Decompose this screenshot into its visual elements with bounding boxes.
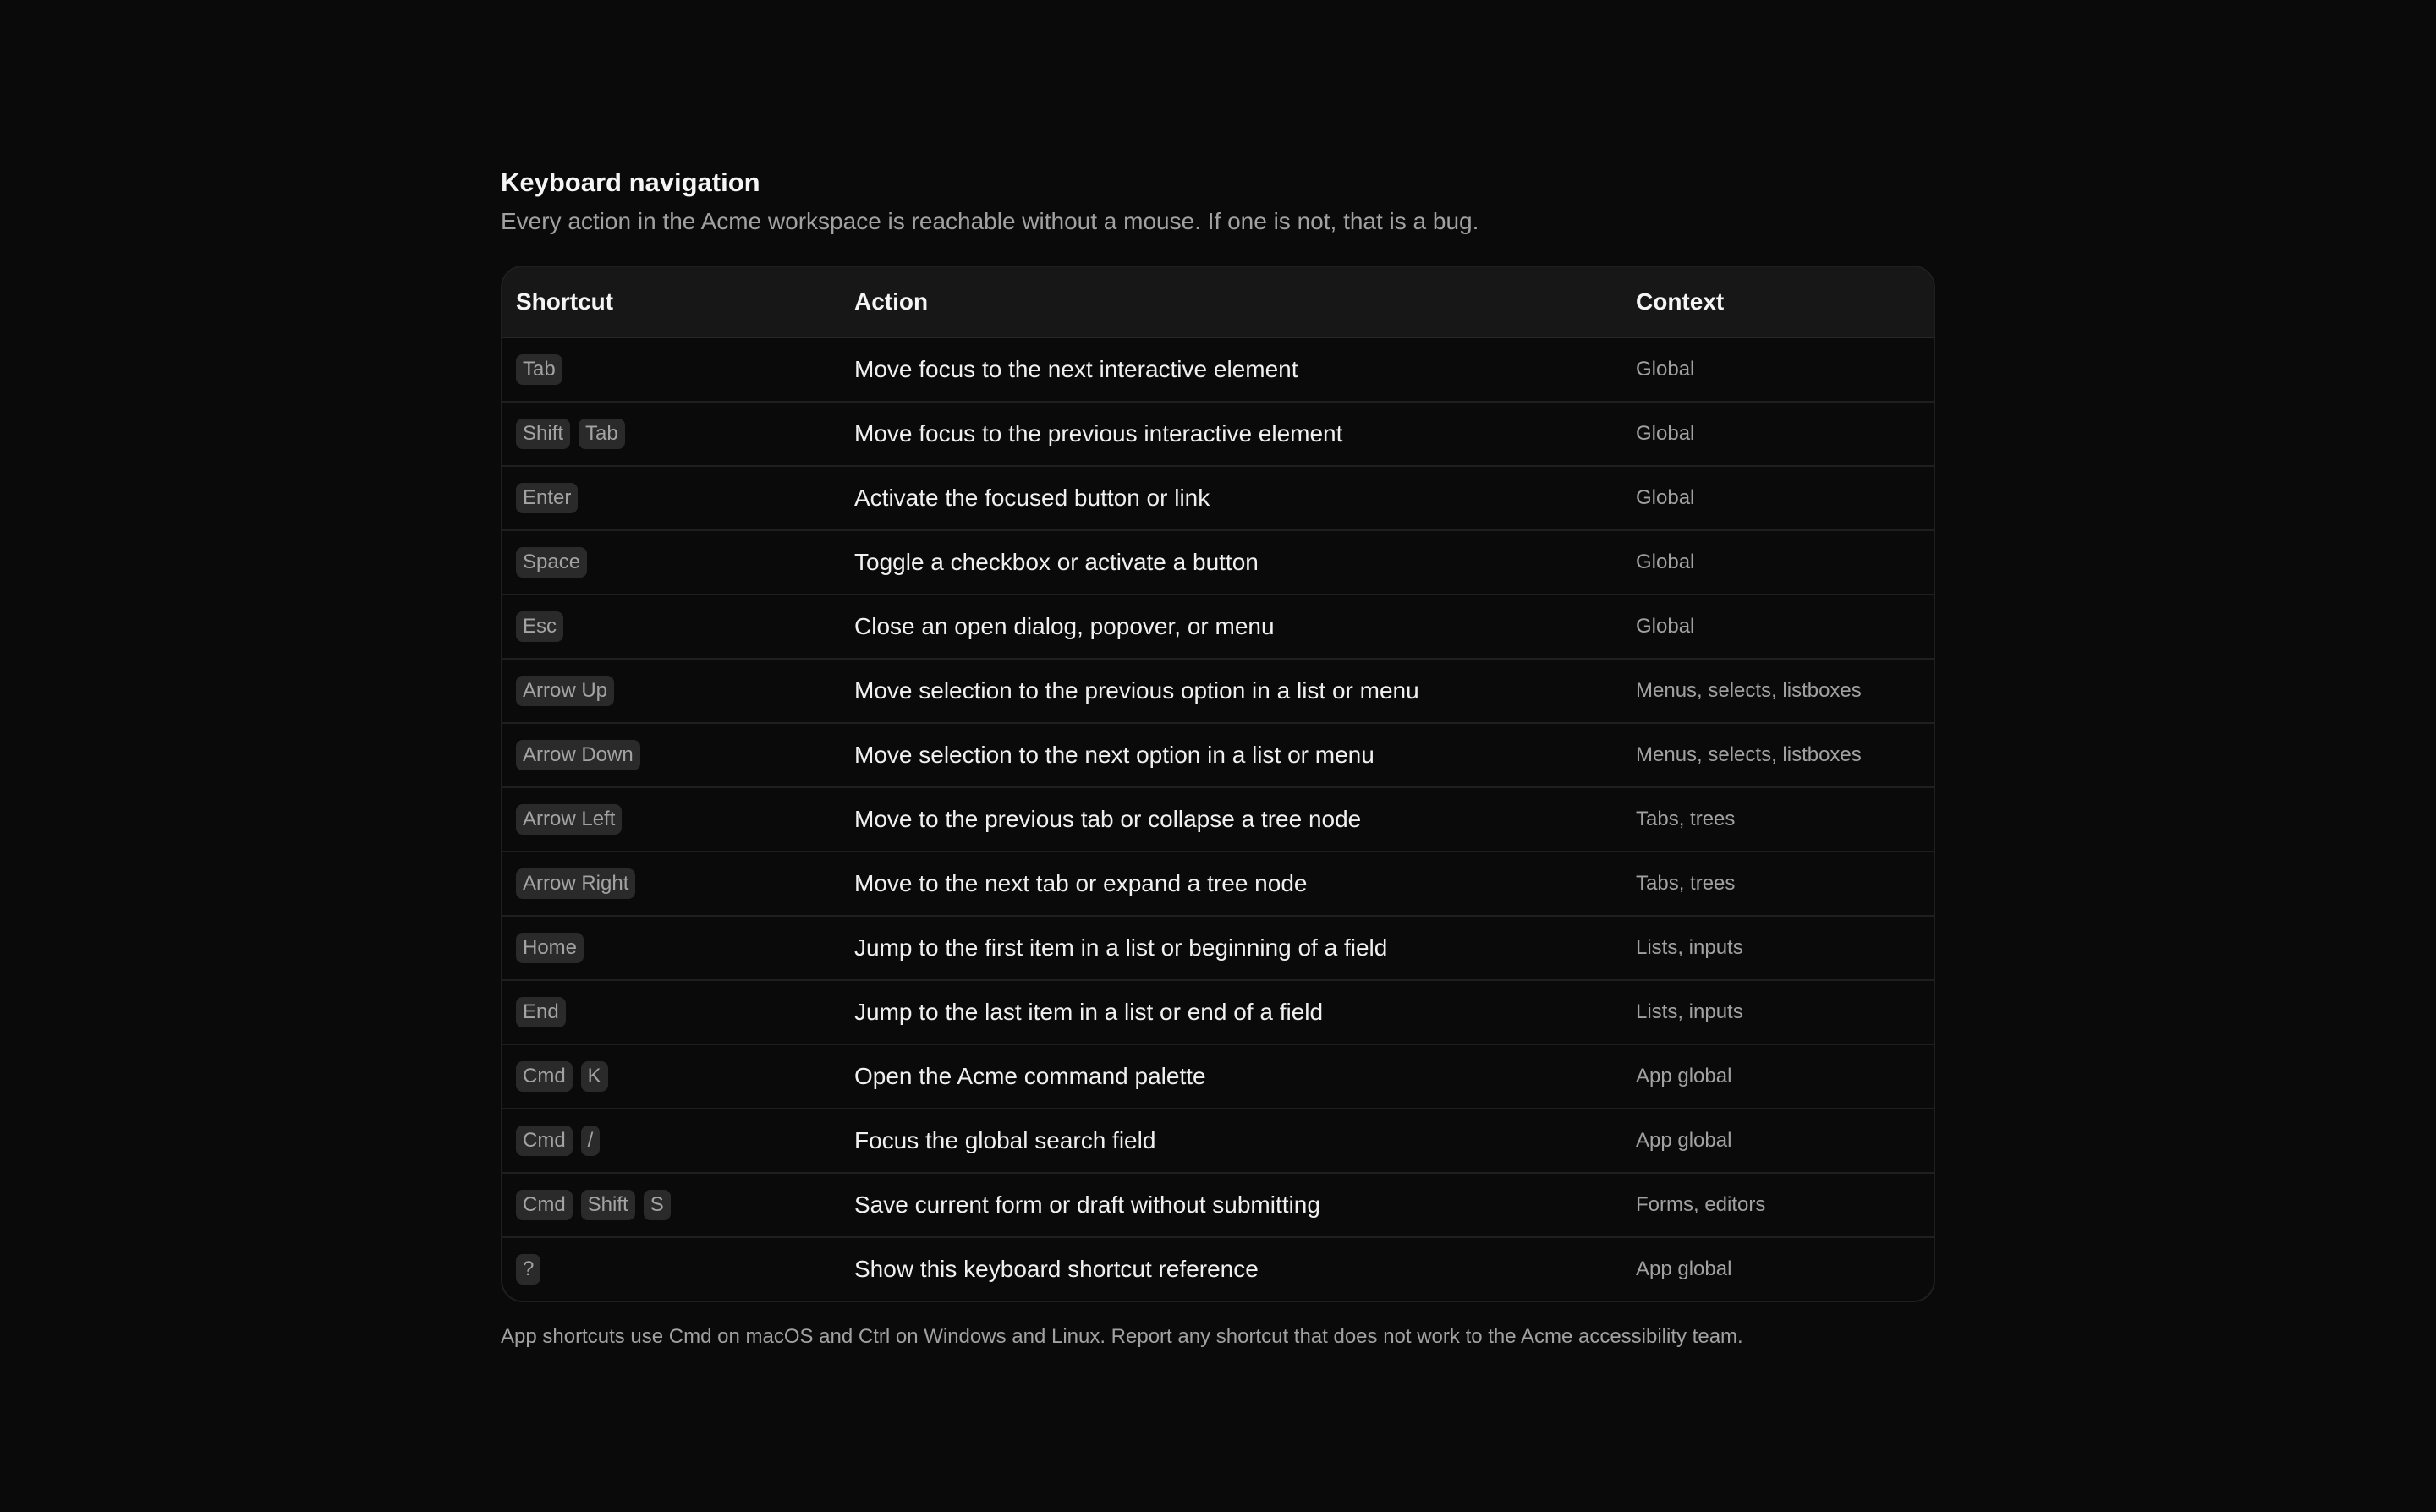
table-row — [502, 660, 1934, 724]
context-cell: Global — [1636, 422, 1695, 445]
action-cell: Jump to the last item in a list or end of a field — [854, 999, 1324, 1025]
shortcut-cell — [502, 419, 854, 449]
key-badge: K — [581, 1061, 608, 1092]
key-badge: Home — [516, 933, 584, 963]
key-badge: Shift — [581, 1190, 635, 1220]
action-cell: Close an open dialog, popover, or menu — [854, 613, 1275, 639]
key-badge: Arrow Right — [516, 868, 635, 899]
context-cell: Global — [1636, 551, 1695, 573]
table-row — [502, 917, 1934, 981]
context-cell: App global — [1636, 1065, 1732, 1087]
shortcut-cell — [502, 1126, 854, 1156]
context-cell: App global — [1636, 1257, 1732, 1280]
action-cell: Activate the focused button or link — [854, 485, 1210, 511]
shortcut-cell — [502, 1061, 854, 1092]
context-cell: Lists, inputs — [1636, 1000, 1743, 1023]
table-row — [502, 531, 1934, 595]
key-badge: Shift — [516, 419, 570, 449]
table-row — [502, 852, 1934, 917]
shortcut-cell — [502, 547, 854, 578]
key-badge: / — [581, 1126, 601, 1156]
shortcut-cell — [502, 676, 854, 706]
action-cell: Move focus to the next interactive element — [854, 356, 1298, 382]
shortcut-reference — [501, 166, 1935, 1351]
action-cell: Move focus to the previous interactive element — [854, 420, 1343, 446]
table-row — [502, 403, 1934, 467]
key-badge: Arrow Left — [516, 804, 622, 835]
context-cell: Tabs, trees — [1636, 872, 1736, 895]
table-body — [502, 338, 1934, 1301]
context-cell: Global — [1636, 358, 1695, 381]
table-row — [502, 338, 1934, 403]
context-cell: Forms, editors — [1636, 1193, 1766, 1216]
page-title: Keyboard navigation — [501, 167, 760, 197]
action-cell: Show this keyboard shortcut reference — [854, 1256, 1259, 1282]
action-cell: Toggle a checkbox or activate a button — [854, 549, 1259, 575]
key-badge: Arrow Down — [516, 740, 640, 770]
table-row — [502, 724, 1934, 788]
key-badge: Esc — [516, 611, 563, 642]
shortcut-cell — [502, 483, 854, 513]
context-cell: Menus, selects, listboxes — [1636, 679, 1862, 702]
action-cell: Jump to the first item in a list or beginning of a field — [854, 934, 1388, 961]
action-cell: Move selection to the next option in a list or menu — [854, 742, 1374, 768]
table-row — [502, 1238, 1934, 1301]
key-badge: Enter — [516, 483, 578, 513]
action-cell: Open the Acme command palette — [854, 1063, 1206, 1089]
key-badge: Tab — [579, 419, 625, 449]
table-row — [502, 467, 1934, 531]
table-row — [502, 595, 1934, 660]
key-badge: Arrow Up — [516, 676, 614, 706]
page-subtitle: Every action in the Acme workspace is reachable without a mouse. If one is not, that is a bug. — [501, 208, 1479, 234]
key-badge: Cmd — [516, 1061, 573, 1092]
shortcut-cell — [502, 997, 854, 1027]
key-badge: Space — [516, 547, 587, 578]
context-cell: Global — [1636, 615, 1695, 638]
shortcut-cell — [502, 611, 854, 642]
footnote: App shortcuts use Cmd on macOS and Ctrl on Windows and Linux. Report any shortcut that does not work to the Acme accessibility team. — [501, 1325, 1743, 1348]
context-cell: App global — [1636, 1129, 1732, 1152]
key-badge: S — [644, 1190, 671, 1220]
table-header — [502, 267, 1934, 338]
key-badge: End — [516, 997, 566, 1027]
shortcut-cell — [502, 354, 854, 385]
table-row — [502, 1174, 1934, 1238]
table-row — [502, 1045, 1934, 1109]
shortcut-cell — [502, 804, 854, 835]
action-cell: Focus the global search field — [854, 1127, 1156, 1153]
context-cell: Tabs, trees — [1636, 808, 1736, 830]
context-cell: Lists, inputs — [1636, 936, 1743, 959]
key-badge: Cmd — [516, 1190, 573, 1220]
action-cell: Move to the previous tab or collapse a tree node — [854, 806, 1362, 832]
table-row — [502, 788, 1934, 852]
shortcut-cell — [502, 1254, 854, 1285]
table-row — [502, 1109, 1934, 1174]
shortcut-cell — [502, 1190, 854, 1220]
shortcut-table — [501, 266, 1935, 1302]
action-cell: Move to the next tab or expand a tree node — [854, 870, 1308, 896]
table-row — [502, 981, 1934, 1045]
action-cell: Save current form or draft without submitting — [854, 1192, 1320, 1218]
action-cell: Move selection to the previous option in a list or menu — [854, 677, 1419, 704]
column-header-context: Context — [1636, 288, 1725, 315]
key-badge: Cmd — [516, 1126, 573, 1156]
key-badge: ? — [516, 1254, 540, 1285]
shortcut-cell — [502, 740, 854, 770]
shortcut-cell — [502, 933, 854, 963]
column-header-action: Action — [854, 288, 929, 315]
key-badge: Tab — [516, 354, 562, 385]
column-header-shortcut: Shortcut — [516, 288, 614, 315]
context-cell: Global — [1636, 486, 1695, 509]
context-cell: Menus, selects, listboxes — [1636, 743, 1862, 766]
shortcut-cell — [502, 868, 854, 899]
